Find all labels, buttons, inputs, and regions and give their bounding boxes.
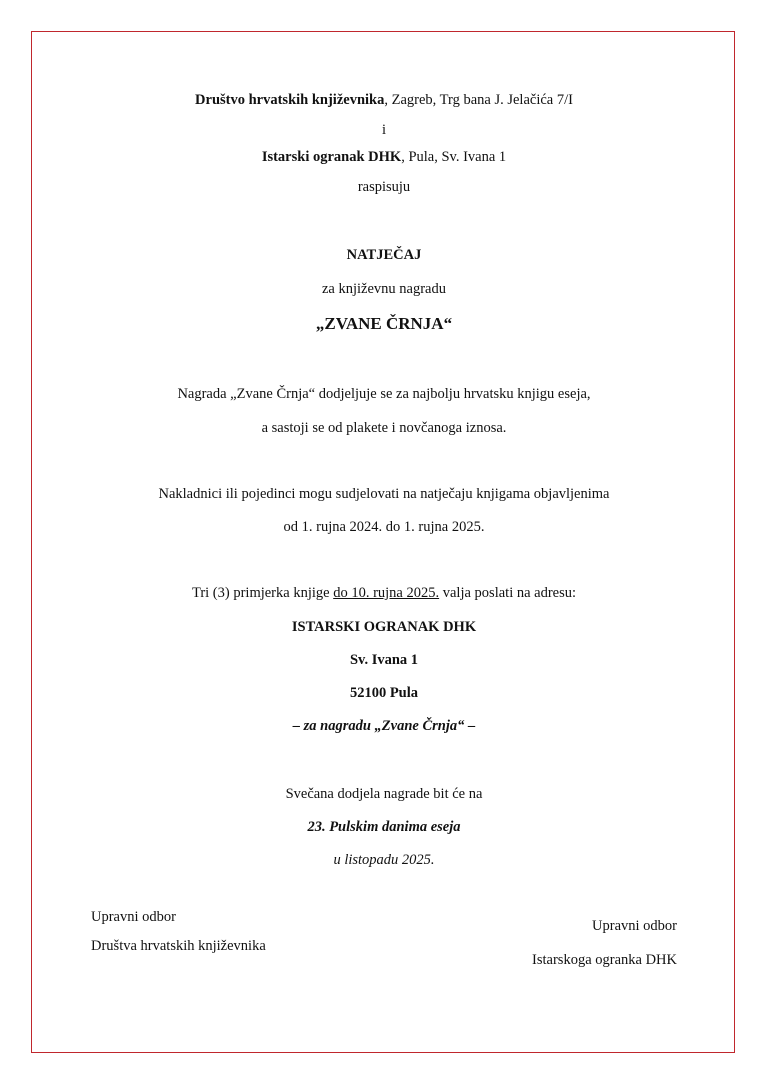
- submission-suffix: valja poslati na adresu:: [439, 585, 577, 601]
- header-conjunction: i: [381, 122, 387, 138]
- description-line-2: a sastoji se od plakete i novčanoga iznosa.: [261, 420, 507, 436]
- heading: NATJEČAJ: [346, 247, 422, 263]
- description-line-1: Nagrada „Zvane Črnja“ dodjeljuje se za najbolju hrvatsku knjigu eseja,: [177, 386, 591, 402]
- header-org1-line: [0, 91, 768, 109]
- org2-address: , Pula, Sv. Ivana 1: [401, 149, 507, 165]
- award-name: „ZVANE ČRNJA“: [315, 314, 453, 333]
- eligibility-line-1: Nakladnici ili pojedinci mogu sudjelovati na natječaju knjigama objavljenima: [158, 486, 610, 502]
- ceremony-date: u listopadu 2025.: [333, 852, 435, 868]
- signature-left-line-2: Društva hrvatskih književnika: [91, 938, 266, 954]
- signature-left-line-1: Upravni odbor: [91, 909, 176, 925]
- address-name: ISTARSKI OGRANAK DHK: [291, 619, 477, 635]
- signature-right-line-1: Upravni odbor: [592, 918, 677, 934]
- org1-name: Društvo hrvatskih književnika: [195, 92, 385, 108]
- header-verb: raspisuju: [357, 179, 411, 195]
- eligibility-line-2: od 1. rujna 2024. do 1. rujna 2025.: [283, 519, 485, 535]
- subheading: za književnu nagradu: [321, 281, 446, 297]
- address-note: – za nagradu „Zvane Črnja“ –: [292, 718, 476, 734]
- ceremony-event: 23. Pulskim danima eseja: [307, 819, 461, 835]
- org2-name: Istarski ogranak DHK: [261, 149, 402, 165]
- address-city: 52100 Pula: [349, 685, 419, 701]
- signature-right-line-2: Istarskoga ogranka DHK: [532, 952, 677, 968]
- ceremony-line-1: Svečana dodjela nagrade bit će na: [285, 786, 483, 802]
- org1-address: , Zagreb, Trg bana J. Jelačića 7/I: [384, 92, 573, 108]
- header-org2-line: [0, 148, 768, 166]
- submission-line: [0, 584, 768, 602]
- address-street: Sv. Ivana 1: [349, 652, 419, 668]
- submission-deadline: do 10. rujna 2025.: [333, 585, 440, 601]
- submission-prefix: Tri (3) primjerka knjige: [191, 585, 334, 601]
